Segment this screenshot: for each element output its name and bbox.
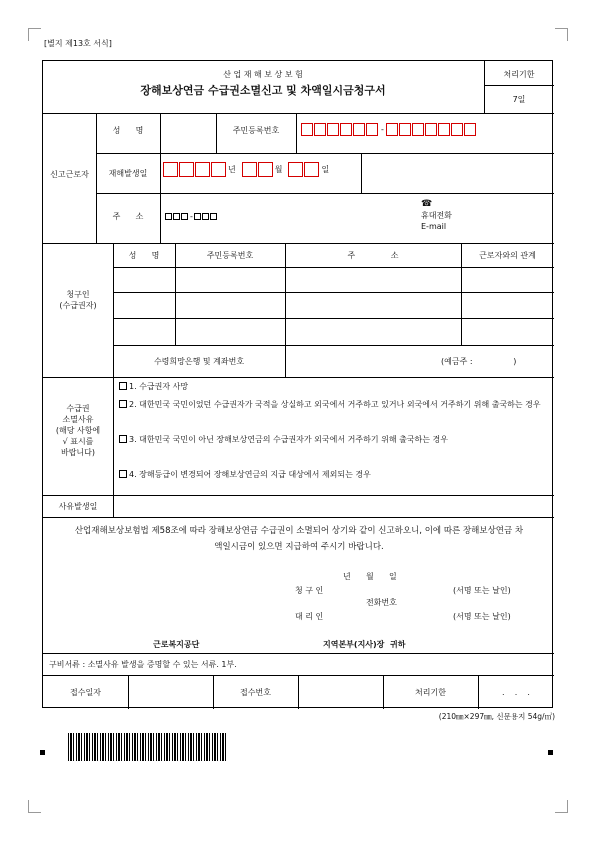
rrn-box[interactable] xyxy=(314,123,326,136)
address-label: 주 소 xyxy=(112,212,144,221)
claim-form xyxy=(42,60,553,708)
year-box[interactable] xyxy=(195,162,210,177)
required-documents: 구비서류 : 소멸사유 발생을 증명할 수 있는 서류. 1부. xyxy=(49,660,237,669)
reason-item-label: 2. 대한민국 국민이었던 수급권자가 국적을 상실하고 외국에서 거주하고 있거나 외국에서 거주하기 위해 출국하는 경우 xyxy=(129,400,541,409)
divider xyxy=(128,675,129,709)
year-label: 년 xyxy=(228,165,236,174)
divider xyxy=(43,653,554,654)
divider xyxy=(43,243,554,244)
checkbox[interactable] xyxy=(119,382,127,390)
divider xyxy=(160,193,161,243)
rrn-box[interactable] xyxy=(386,123,398,136)
postal-box[interactable] xyxy=(181,213,188,220)
reason-date-field[interactable] xyxy=(114,496,554,516)
rrn-box[interactable] xyxy=(366,123,378,136)
rrn-separator: - xyxy=(381,125,384,134)
postal-box[interactable] xyxy=(210,213,217,220)
claimant-group-label: 청구인 (수급권자) xyxy=(59,290,97,310)
checkbox[interactable] xyxy=(119,435,127,443)
deadline-label: 처리기한 xyxy=(503,70,535,79)
postal-box[interactable] xyxy=(165,213,172,220)
reason-item-3[interactable] xyxy=(119,433,549,447)
rrn-label: 주민등록번호 xyxy=(232,126,280,135)
reason-item-label: 1. 수급권자 사망 xyxy=(129,382,189,391)
divider xyxy=(296,113,297,153)
received-date-label: 접수일자 xyxy=(70,688,101,697)
divider xyxy=(361,153,362,193)
name-field[interactable] xyxy=(161,114,215,152)
divider xyxy=(160,153,161,193)
phone-icon: ☎ xyxy=(421,199,433,209)
institution-name: 산 업 재 해 보 상 보 험 xyxy=(223,70,303,79)
divider xyxy=(43,113,554,114)
crop-mark-bottom-left xyxy=(28,800,41,813)
recipient-line: 지역본부(지사)장 귀하 xyxy=(323,640,406,649)
divider xyxy=(96,193,554,194)
registration-mark-right xyxy=(548,750,553,755)
received-number-label: 접수번호 xyxy=(240,688,271,697)
checkbox[interactable] xyxy=(119,400,127,408)
footer-deadline-label: 처리기한 xyxy=(415,688,446,697)
divider xyxy=(484,85,554,86)
postal-box[interactable] xyxy=(194,213,201,220)
claimant-row-3[interactable] xyxy=(114,319,554,344)
name-label: 성 명 xyxy=(112,126,144,135)
rrn-box[interactable] xyxy=(399,123,411,136)
day-box[interactable] xyxy=(288,162,303,177)
organization-name: 근로복지공단 xyxy=(153,640,200,649)
claimant-sign-field[interactable] xyxy=(338,583,448,596)
claimant-sign-note: (서명 또는 날인) xyxy=(453,586,511,595)
deadline-value: 7일 xyxy=(512,95,526,104)
rrn-box[interactable] xyxy=(301,123,313,136)
registration-mark-left xyxy=(40,750,45,755)
rrn-box[interactable] xyxy=(464,123,476,136)
divider xyxy=(113,377,114,495)
crop-mark-bottom-right xyxy=(555,800,568,813)
rrn-box[interactable] xyxy=(327,123,339,136)
agent-sign-field[interactable] xyxy=(338,609,448,622)
form-code: [별지 제13호 서식] xyxy=(44,39,112,48)
rrn-box[interactable] xyxy=(412,123,424,136)
reason-item-2[interactable] xyxy=(119,398,549,412)
claimant-row-2[interactable] xyxy=(114,293,554,317)
reason-date-label: 사유발생일 xyxy=(58,502,98,511)
bank-account-label: 수령희망은행 및 계좌번호 xyxy=(153,357,245,366)
agent-sign-note: (서명 또는 날인) xyxy=(453,612,511,621)
rrn-box[interactable] xyxy=(353,123,365,136)
postal-separator: - xyxy=(190,212,193,221)
rrn-box[interactable] xyxy=(340,123,352,136)
col-address-header: 주 소 xyxy=(347,251,399,260)
barcode-image xyxy=(68,733,228,761)
year-box[interactable] xyxy=(179,162,194,177)
claimant-row-1[interactable] xyxy=(114,268,554,292)
postal-box[interactable] xyxy=(173,213,180,220)
year-box[interactable] xyxy=(211,162,226,177)
form-title: 장해보상연금 수급권소멸신고 및 차액일시금청구서 xyxy=(140,84,386,97)
accident-date-fields[interactable] xyxy=(163,162,423,177)
divider xyxy=(43,517,554,518)
email-label: E-mail xyxy=(421,222,447,231)
divider xyxy=(96,153,554,154)
rrn-box[interactable] xyxy=(425,123,437,136)
col-relation-header: 근로자와의 관계 xyxy=(479,251,536,260)
signature-phone-label: 전화번호 xyxy=(366,598,397,607)
footer-date-dots: . . . xyxy=(502,688,530,697)
crop-mark-top-left xyxy=(28,28,41,41)
divider xyxy=(43,377,554,378)
declaration-text: 산업재해보상보험법 제58조에 따라 장해보상연금 수급권이 소멸되어 상기와 같이 신고하오니, 이에 따른 장해보상연금 차액일시금이 있으면 지급하여 주시기 바랍니다. xyxy=(74,526,524,552)
day-label: 일 xyxy=(321,165,330,174)
claimant-sign-label: 청 구 인 xyxy=(295,586,324,595)
month-label: 월 xyxy=(274,165,283,174)
month-box[interactable] xyxy=(258,162,273,177)
rrn-box[interactable] xyxy=(451,123,463,136)
reason-item-label: 3. 대한민국 국민이 아닌 장해보상연금의 수급권자가 외국에서 거주하기 위해 출국하는 경우 xyxy=(129,435,448,444)
crop-mark-top-right xyxy=(555,28,568,41)
mobile-phone-label: 휴대전화 xyxy=(421,211,452,220)
postal-code-boxes[interactable] xyxy=(165,211,285,222)
reason-item-label: 4. 장해등급이 변경되어 장해보상연금의 지급 대상에서 제외되는 경우 xyxy=(129,470,371,479)
divider xyxy=(298,675,299,709)
postal-box[interactable] xyxy=(202,213,209,220)
deceased-group-label: 신고근로자 xyxy=(50,170,89,179)
signature-date: 년 월 일 xyxy=(343,572,397,581)
reason-group-label: 수급권 소멸사유 (해당 사항에 √ 표시를 바랍니다) xyxy=(55,404,101,457)
month-box[interactable] xyxy=(242,162,257,177)
account-holder-label: (예금주 : ) xyxy=(441,357,517,366)
col-rrn-header: 주민등록번호 xyxy=(206,251,254,260)
rrn-input-boxes[interactable] xyxy=(301,123,551,136)
year-box[interactable] xyxy=(163,162,178,177)
bank-account-field[interactable] xyxy=(286,346,436,376)
rrn-box[interactable] xyxy=(438,123,450,136)
reason-item-4[interactable] xyxy=(119,469,549,480)
checkbox[interactable] xyxy=(119,470,127,478)
agent-sign-label: 대 리 인 xyxy=(295,612,324,621)
day-box[interactable] xyxy=(304,162,319,177)
reason-item-1[interactable] xyxy=(119,381,549,392)
accident-date-label: 재해발생일 xyxy=(108,169,148,178)
paper-spec: (210㎜×297㎜, 신문용지 54g/㎡) xyxy=(438,712,555,721)
col-name-header: 성 명 xyxy=(128,251,160,260)
